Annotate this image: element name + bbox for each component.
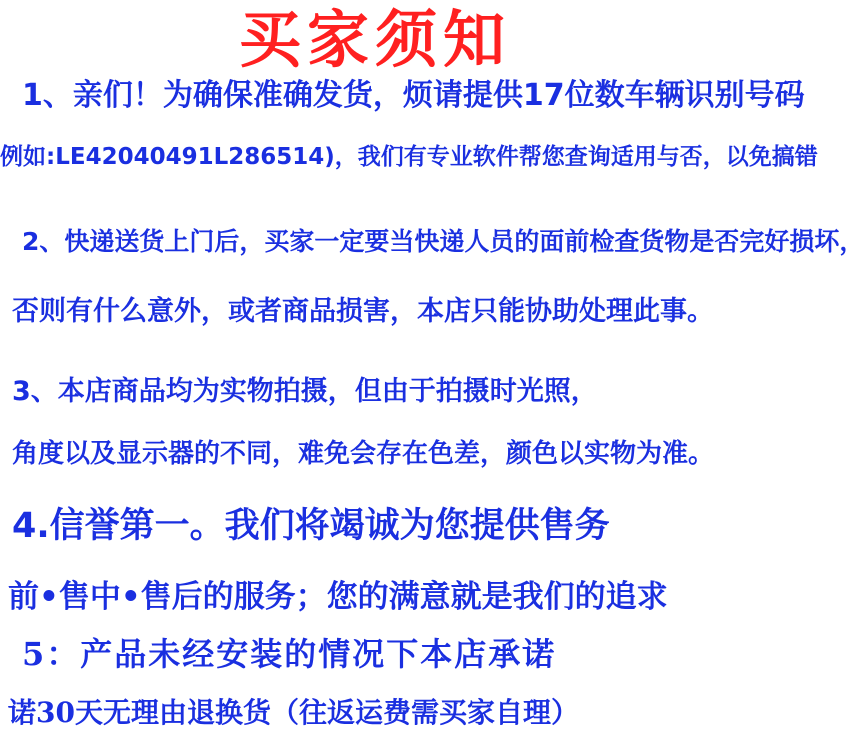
notice-line-3: 3、本店商品均为实物拍摄，但由于拍摄时光照， xyxy=(12,376,598,407)
notice-line-4-cont: 前•售中•售后的服务；您的满意就是我们的追求 xyxy=(8,579,668,615)
notice-line-5: 5：产品未经安装的情况下本店承诺 xyxy=(22,635,557,673)
notice-line-1-example: 例如:LE42040491L286514)，我们有专业软件帮您查询适用与否，以免搞错 xyxy=(0,144,818,170)
notice-line-2-cont: 否则有什么意外，或者商品损害，本店只能协助处理此事。 xyxy=(12,296,714,327)
notice-line-3-cont: 角度以及显示器的不同，难免会存在色差，颜色以实物为准。 xyxy=(12,439,715,469)
notice-line-5-cont: 诺30天无理由退换货（往返运费需买家自理） xyxy=(8,696,579,729)
notice-line-1: 1、亲们！为确保准确发货，烦请提供17位数车辆识别号码 xyxy=(22,78,805,113)
notice-line-4: 4.信誉第一。我们将竭诚为您提供售务 xyxy=(12,506,610,546)
notice-line-2: 2、快递送货上门后，买家一定要当快递人员的面前检查货物是否完好损坏， xyxy=(22,227,864,256)
page-title: 买家须知 xyxy=(238,3,511,76)
